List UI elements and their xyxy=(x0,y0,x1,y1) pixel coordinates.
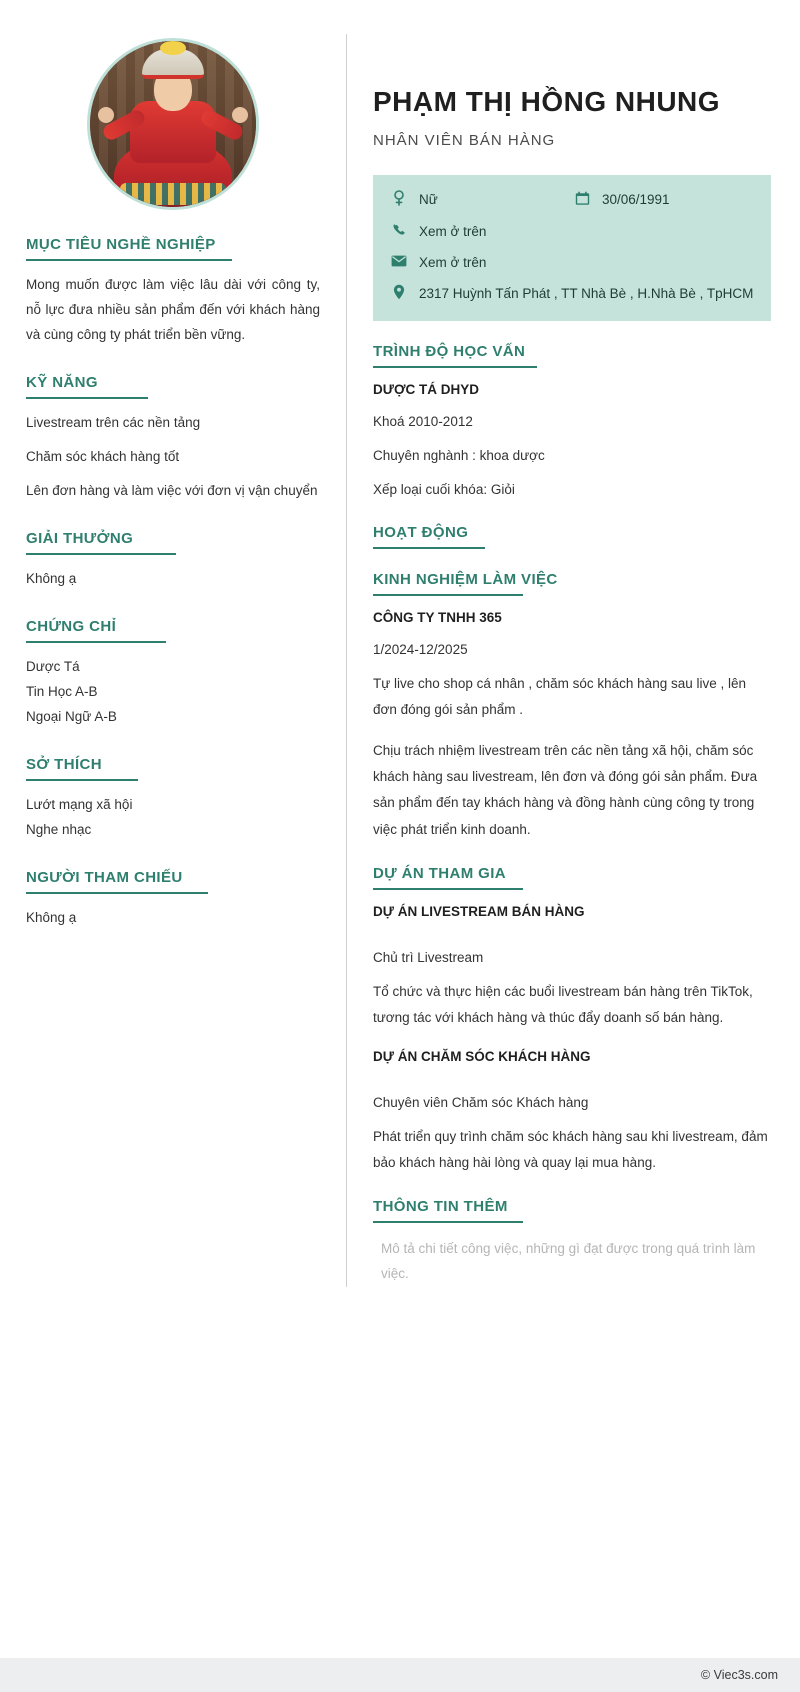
projects-underline xyxy=(373,888,523,890)
projects-title: DỰ ÁN THAM GIA xyxy=(373,864,507,882)
list-item: Lên đơn hàng và làm việc với đơn vị vận chuyển xyxy=(26,482,318,498)
experience-underline xyxy=(373,594,523,596)
references-underline xyxy=(26,892,208,894)
list-item: Nghe nhạc xyxy=(26,821,92,837)
avatar xyxy=(87,38,259,210)
location-pin-icon xyxy=(389,283,409,301)
additional-placeholder: Mô tả chi tiết công việc, những gì đạt được trong quá trình làm việc. xyxy=(381,1241,756,1282)
footer-copyright: © Viec3s.com xyxy=(700,1668,778,1682)
experience-company: CÔNG TY TNHH 365 xyxy=(373,610,502,626)
project-description: Phát triển quy trình chăm sóc khách hàng sau khi livestream, đảm bảo khách hàng hài lòng và quay lại mua hàng. xyxy=(373,1128,768,1171)
education-line: Xếp loại cuối khóa: Giỏi xyxy=(373,481,515,497)
gender-icon xyxy=(389,189,409,207)
section-skills xyxy=(26,374,320,504)
section-certificates xyxy=(26,618,320,730)
section-objective xyxy=(26,236,320,348)
experience-paragraph: Chịu trách nhiệm livestream trên các nền tảng xã hội, chăm sóc khách hàng sau livestream, lên đơn và đóng gói sản phẩm. Đưa sản phẩm đến tay khách hàng và đồng hành cùng công ty trong việc phát triển kinh doanh. xyxy=(373,742,758,837)
footer xyxy=(0,1658,800,1692)
section-hobbies xyxy=(26,756,320,843)
contact-row-personal xyxy=(389,189,755,211)
avatar-hand-left xyxy=(98,107,114,123)
certificates-underline xyxy=(26,641,166,643)
list-item: Chăm sóc khách hàng tốt xyxy=(26,448,180,464)
project-item xyxy=(373,1049,771,1176)
project-name: DỰ ÁN LIVESTREAM BÁN HÀNG xyxy=(373,903,585,919)
phone-icon xyxy=(389,221,409,239)
section-additional xyxy=(373,1198,771,1287)
hobbies-title: SỞ THÍCH xyxy=(26,755,102,773)
references-title: NGƯỜI THAM CHIẾU xyxy=(26,868,183,886)
contact-gender xyxy=(389,189,572,211)
education-underline xyxy=(373,366,537,368)
skills-title: KỸ NĂNG xyxy=(26,373,98,391)
education-line: Khoá 2010-2012 xyxy=(373,414,473,430)
activities-title: HOẠT ĐỘNG xyxy=(373,524,469,542)
list-item: Dược Tá xyxy=(26,658,80,674)
certificates-title: CHỨNG CHỈ xyxy=(26,617,117,635)
job-title: NHÂN VIÊN BÁN HÀNG xyxy=(373,132,556,150)
awards-underline xyxy=(26,553,176,555)
contact-row-email xyxy=(389,252,755,274)
left-column xyxy=(26,30,346,1287)
section-awards xyxy=(26,530,320,592)
activities-underline xyxy=(373,547,485,549)
objective-title: MỤC TIÊU NGHỀ NGHIỆP xyxy=(26,236,216,253)
objective-text: Mong muốn được làm việc lâu dài với công ty, nỗ lực đưa nhiều sản phẩm đến với khách hàng và cùng công ty phát triển bền vững. xyxy=(26,277,320,342)
right-column xyxy=(347,30,771,1287)
page-title: PHẠM THỊ HỒNG NHUNG xyxy=(373,86,721,117)
contact-row-address xyxy=(389,283,755,305)
contact-row-phone xyxy=(389,221,755,243)
hobbies-underline xyxy=(26,779,138,781)
list-item: Livestream trên các nền tảng xyxy=(26,414,201,430)
contact-dob xyxy=(572,189,755,211)
education-school: DƯỢC TÁ DHYD xyxy=(373,382,479,398)
section-experience xyxy=(373,571,771,843)
calendar-icon xyxy=(572,189,592,207)
education-line: Chuyên nghành : khoa dược xyxy=(373,448,545,464)
project-item xyxy=(373,904,771,1031)
list-item: Tin Học A-B xyxy=(26,683,98,699)
section-references xyxy=(26,869,320,931)
certificates-list xyxy=(26,655,320,730)
project-role: Chuyên viên Chăm sóc Khách hàng xyxy=(373,1095,589,1111)
hobbies-list xyxy=(26,793,320,843)
contact-dob-value: 30/06/1991 xyxy=(602,192,670,208)
list-item: Ngoại Ngữ A-B xyxy=(26,708,117,724)
project-name: DỰ ÁN CHĂM SÓC KHÁCH HÀNG xyxy=(373,1049,591,1065)
experience-title: KINH NGHIỆM LÀM VIỆC xyxy=(373,571,558,589)
additional-underline xyxy=(373,1221,523,1223)
contact-phone-value: Xem ở trên xyxy=(419,223,487,239)
section-projects xyxy=(373,865,771,1177)
objective-underline xyxy=(26,259,232,261)
contact-email-value: Xem ở trên xyxy=(419,254,487,270)
list-item: Không ạ xyxy=(26,909,77,925)
contact-panel xyxy=(373,175,771,321)
project-role: Chủ trì Livestream xyxy=(373,949,484,965)
list-item: Lướt mạng xã hội xyxy=(26,796,133,812)
avatar-wrap xyxy=(26,30,320,210)
experience-paragraph: Tự live cho shop cá nhân , chăm sóc khách hàng sau live , lên đơn đóng gói sản phẩm . xyxy=(373,676,746,718)
section-activities xyxy=(373,524,771,549)
experience-period: 1/2024-12/2025 xyxy=(373,642,468,658)
section-education xyxy=(373,343,771,502)
list-item: Không ạ xyxy=(26,570,77,586)
contact-gender-value: Nữ xyxy=(419,192,438,208)
education-title: TRÌNH ĐỘ HỌC VẤN xyxy=(373,343,526,361)
avatar-hand-right xyxy=(232,107,248,123)
mail-icon xyxy=(389,252,409,270)
project-description: Tổ chức và thực hiện các buổi livestream bán hàng trên TikTok, tương tác với khách hàng và thúc đẩy doanh số bán hàng. xyxy=(373,983,753,1025)
skills-underline xyxy=(26,397,148,399)
awards-title: GIẢI THƯỞNG xyxy=(26,529,134,547)
contact-address-value: 2317 Huỳnh Tấn Phát , TT Nhà Bè , H.Nhà Bè , TpHCM xyxy=(419,286,754,302)
additional-title: THÔNG TIN THÊM xyxy=(373,1198,508,1216)
